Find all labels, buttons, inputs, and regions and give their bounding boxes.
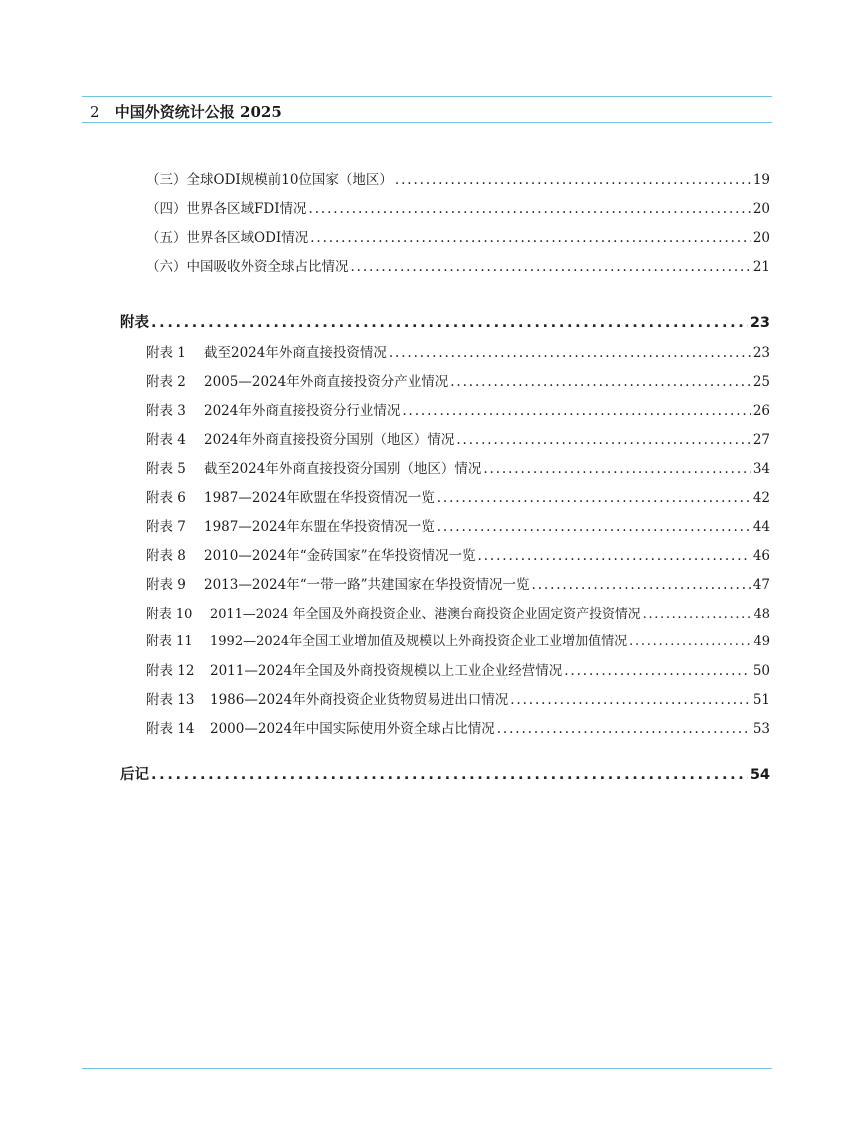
leader-dots — [450, 374, 751, 390]
leader-dots — [310, 230, 751, 246]
appendix-title: 2000—2024年中国实际使用外资全球占比情况 — [210, 721, 495, 737]
appendix-title: 截至2024年外商直接投资分国别（地区）情况 — [204, 461, 482, 477]
leader-dots — [437, 519, 751, 535]
appendix-number: 附表 6 — [146, 490, 186, 506]
toc-entry-page: 26 — [752, 403, 770, 419]
toc-entry-label: （三）全球ODI规模前10位国家（地区） — [146, 172, 393, 188]
header-page-number: 2 — [90, 103, 100, 121]
toc-entry[interactable] — [146, 255, 770, 275]
leader-dots — [151, 767, 748, 783]
toc-appendix-entry[interactable] — [146, 544, 770, 564]
appendix-number: 附表 2 — [146, 374, 186, 390]
leader-dots — [564, 663, 751, 679]
toc-entry[interactable] — [146, 197, 770, 217]
appendix-number: 附表 9 — [146, 577, 186, 593]
toc-appendix-entry[interactable] — [146, 659, 770, 679]
toc-entry-label: （六）中国吸收外资全球占比情况 — [146, 259, 349, 275]
appendix-number: 附表 7 — [146, 519, 186, 535]
appendix-number: 附表 3 — [146, 403, 186, 419]
header-bottom-rule — [82, 122, 772, 123]
appendix-number: 附表 8 — [146, 548, 186, 564]
toc-entry-page: 42 — [752, 490, 770, 506]
toc-entry[interactable] — [146, 168, 770, 188]
leader-dots — [532, 577, 751, 593]
toc-appendix-entry[interactable] — [146, 688, 770, 708]
leader-dots — [629, 634, 751, 649]
toc-entry-page: 23 — [749, 315, 770, 331]
toc-entry-label: （四）世界各区域FDI情况 — [146, 201, 307, 217]
appendix-number: 附表 4 — [146, 432, 186, 448]
toc-entry-page: 50 — [752, 663, 770, 679]
toc-appendix-entry[interactable] — [146, 399, 770, 419]
toc-entry-page: 34 — [752, 461, 770, 477]
leader-dots — [309, 201, 751, 217]
appendix-number: 附表 13 — [146, 692, 195, 708]
toc-entry-page: 20 — [752, 201, 770, 217]
leader-dots — [395, 172, 751, 188]
appendix-title: 2005—2024年外商直接投资分产业情况 — [204, 374, 449, 390]
appendix-number: 附表 1 — [146, 345, 186, 361]
leader-dots — [351, 259, 751, 275]
toc-entry-page: 23 — [752, 345, 770, 361]
leader-dots — [510, 692, 751, 708]
header-top-rule — [82, 96, 772, 97]
toc-postscript[interactable] — [120, 763, 770, 784]
leader-dots — [643, 607, 752, 622]
appendix-title: 1992—2024年全国工业增加值及规模以上外商投资企业工业增加值情况 — [210, 634, 628, 649]
leader-dots — [478, 548, 751, 564]
toc-appendix-entry[interactable] — [146, 630, 770, 649]
appendix-title: 1986—2024年外商投资企业货物贸易进出口情况 — [210, 692, 509, 708]
appendix-title: 2010—2024年“金砖国家”在华投资情况一览 — [204, 548, 476, 564]
appendix-number: 附表 10 — [146, 607, 193, 622]
toc-appendix-entry[interactable] — [146, 486, 770, 506]
toc-appendix-entry[interactable] — [146, 370, 770, 390]
toc-entry-page: 47 — [752, 577, 770, 593]
toc-appendix-entry[interactable] — [146, 457, 770, 477]
appendix-title: 2024年外商直接投资分行业情况 — [204, 403, 401, 419]
leader-dots — [456, 432, 750, 448]
header-title: 中国外资统计公报 2025 — [114, 103, 282, 121]
toc-entry-page: 19 — [752, 172, 770, 188]
leader-dots — [389, 345, 751, 361]
toc-entry-page: 46 — [752, 548, 770, 564]
toc-entry-page: 51 — [752, 692, 770, 708]
toc-appendix-entry[interactable] — [146, 603, 770, 622]
appendix-title: 2011—2024 年全国及外商投资企业、港澳台商投资企业固定资产投资情况 — [210, 607, 641, 622]
leader-dots — [437, 490, 751, 506]
toc-entry-page: 48 — [753, 607, 770, 622]
appendix-number: 附表 5 — [146, 461, 186, 477]
leader-dots — [151, 315, 748, 331]
toc-entry-label: （五）世界各区域ODI情况 — [146, 230, 309, 246]
toc-entry-page: 44 — [752, 519, 770, 535]
toc-entry-page: 53 — [752, 721, 770, 737]
toc-entry[interactable] — [146, 226, 770, 246]
appendix-number: 附表 12 — [146, 663, 195, 679]
toc-appendix-entry[interactable] — [146, 341, 770, 361]
toc-appendix-entry[interactable] — [146, 573, 770, 593]
appendix-title: 2024年外商直接投资分国别（地区）情况 — [204, 432, 455, 448]
appendix-title: 2013—2024年“一带一路”共建国家在华投资情况一览 — [204, 577, 530, 593]
toc-entry-label: 附表 — [120, 315, 149, 331]
leader-dots — [483, 461, 750, 477]
toc-entry-page: 54 — [749, 767, 770, 783]
appendix-title: 1987—2024年东盟在华投资情况一览 — [204, 519, 435, 535]
appendix-title: 2011—2024年全国及外商投资规模以上工业企业经营情况 — [210, 663, 563, 679]
toc-entry-page: 49 — [753, 634, 770, 649]
toc-entry-page: 25 — [752, 374, 770, 390]
toc-entry-page: 21 — [752, 259, 770, 275]
toc-appendix-entry[interactable] — [146, 428, 770, 448]
appendix-title: 截至2024年外商直接投资情况 — [204, 345, 387, 361]
toc-entry-page: 27 — [752, 432, 770, 448]
toc-entry-page: 20 — [752, 230, 770, 246]
leader-dots — [497, 721, 751, 737]
toc-entry-label: 后记 — [120, 767, 149, 783]
appendix-title: 1987—2024年欧盟在华投资情况一览 — [204, 490, 435, 506]
toc-appendix-entry[interactable] — [146, 717, 770, 737]
appendix-number: 附表 11 — [146, 634, 193, 649]
toc-appendix-heading[interactable] — [120, 311, 770, 332]
appendix-number: 附表 14 — [146, 721, 195, 737]
running-header — [90, 101, 282, 122]
toc-appendix-entry[interactable] — [146, 515, 770, 535]
footer-rule — [82, 1068, 772, 1069]
leader-dots — [402, 403, 750, 419]
